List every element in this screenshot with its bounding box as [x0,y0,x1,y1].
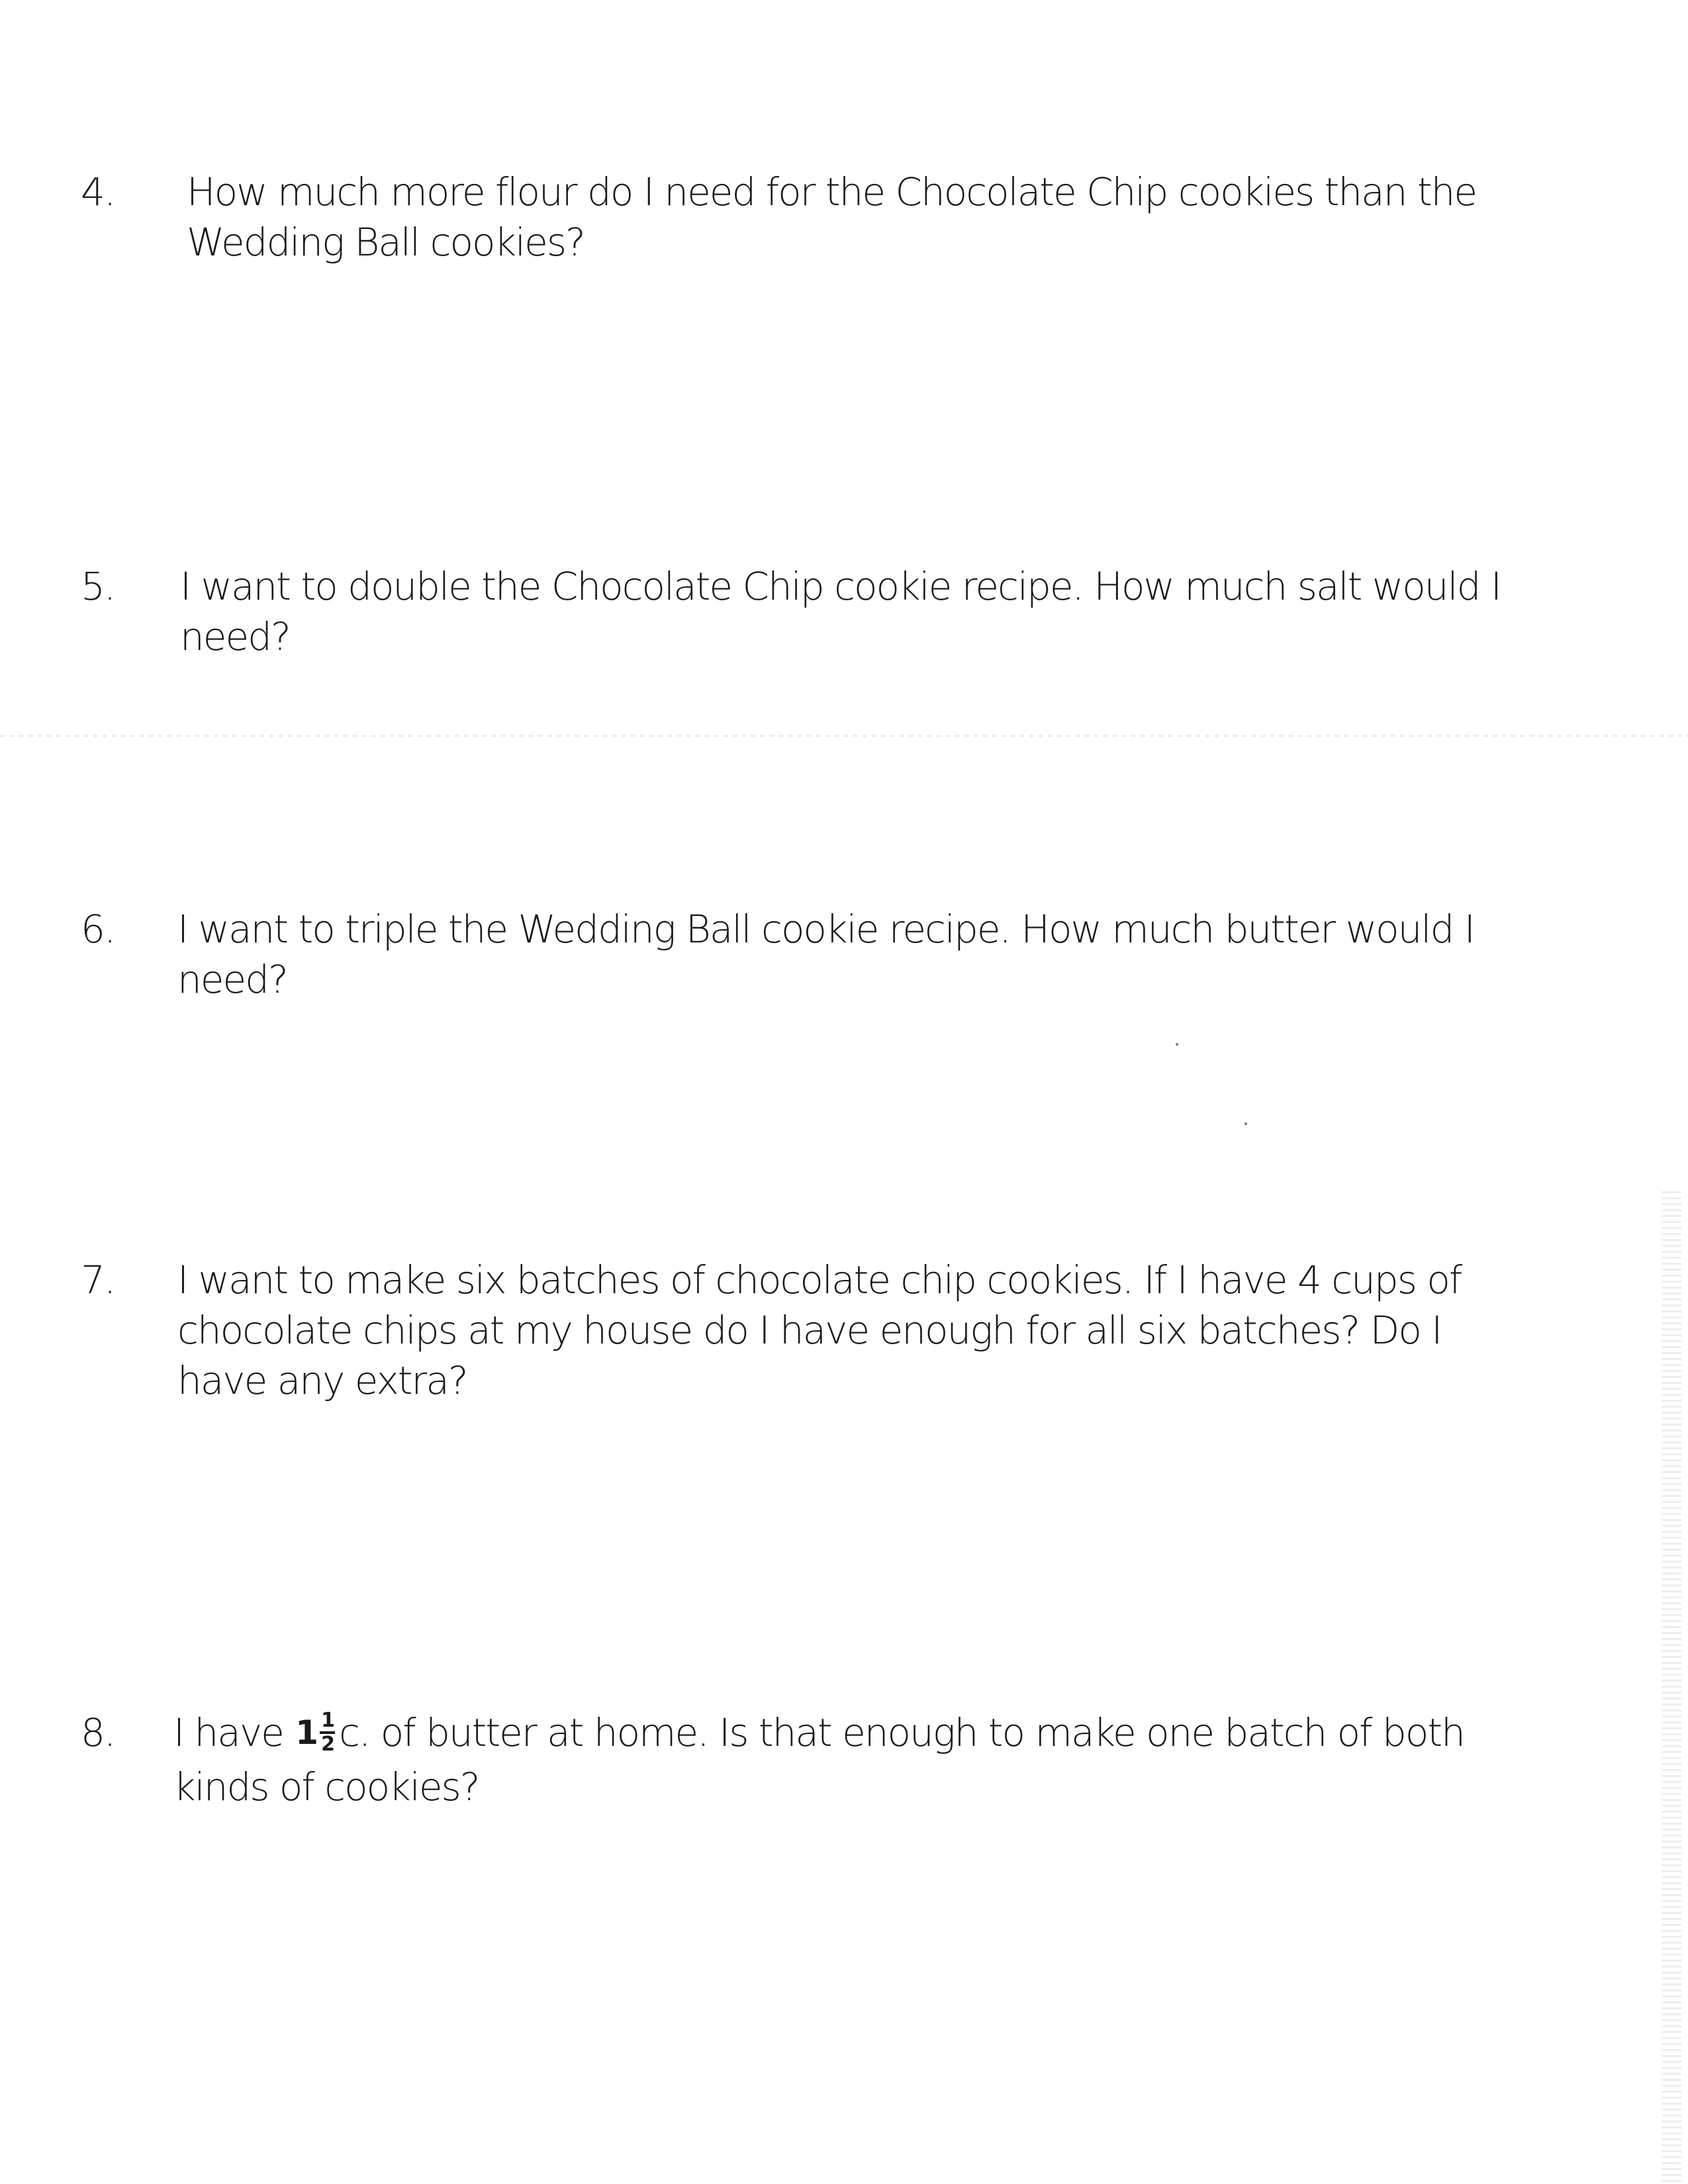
scan-speck [1244,1122,1247,1125]
question-text-before: I have [173,1710,283,1755]
question-number: 7. [81,1257,115,1302]
question-number: 8. [81,1710,115,1755]
question-text: I want to triple the Wedding Ball cookie recipe. How much butter would I need? [177,907,1474,1002]
question-text [173,1707,1550,1812]
scan-edge-noise [1662,1191,1681,2184]
question-text-after: c. of butter at home. Is that enough to make one batch of both kinds of cookies? [173,1710,1464,1809]
mixed-fraction [295,1705,335,1758]
fraction-denominator: 2 [321,1732,334,1756]
scan-artifact-line [0,735,1688,737]
question-text: How much more flour do I need for the Chocolate Chip cookies than the Wedding Ball cookies? [187,169,1477,265]
question-number: 6. [81,907,115,952]
fraction-whole: 1 [295,1713,318,1752]
question-number: 5. [81,564,115,609]
scan-speck [1176,1043,1178,1046]
question-text: I want to make six batches of chocolate chip cookies. If I have 4 cups of chocolate chips at my house do I have enough for all six batches? Do I have any extra? [177,1257,1462,1403]
fraction-numerator: 1 [320,1710,335,1734]
fraction-stack [320,1710,335,1755]
question-number: 4. [81,169,115,214]
question-text: I want to double the Chocolate Chip cookie recipe. How much salt would I need? [180,564,1501,659]
